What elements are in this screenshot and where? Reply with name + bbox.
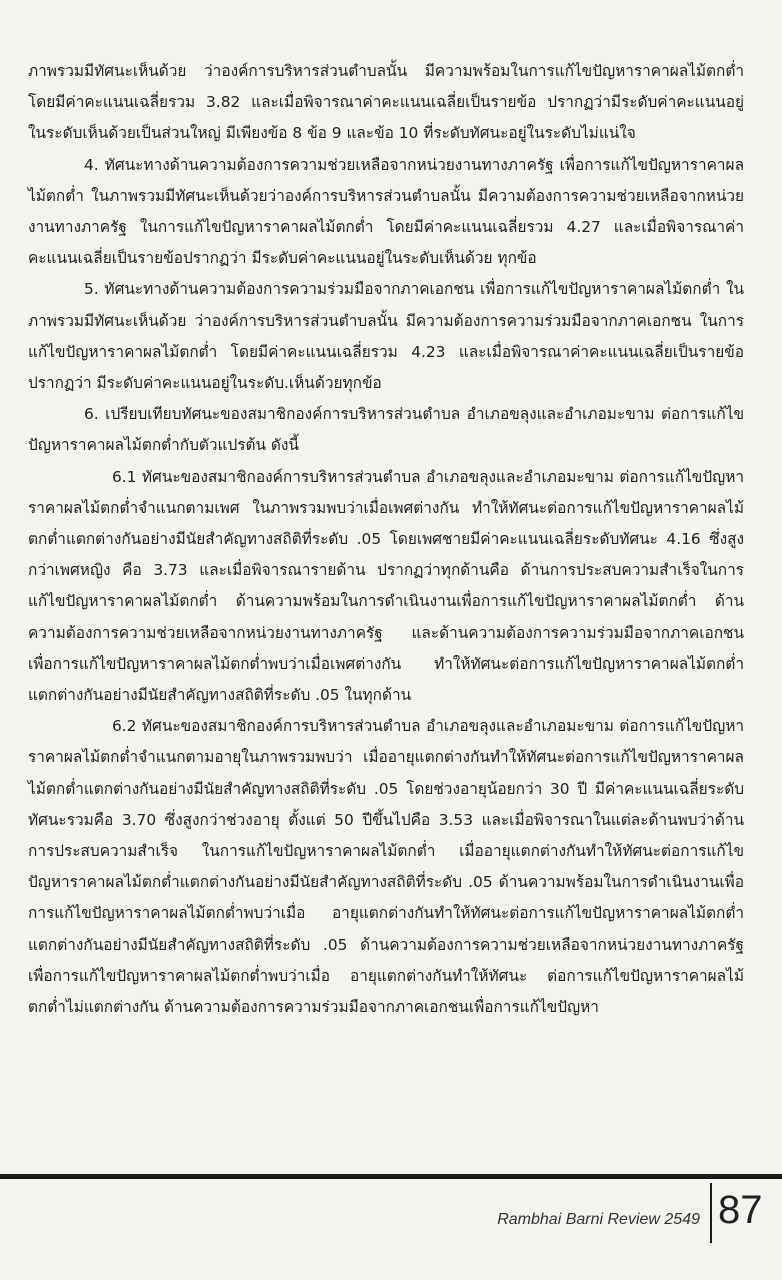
journal-name: Rambhai Barni Review 2549 xyxy=(497,1211,700,1228)
paragraph-item-4: 4. ทัศนะทางด้านความต้องการความช่วยเหลือจากหน่วยงานทางภาครัฐ เพื่อการแก้ไขปัญหาราคาผลไม้ตกต่ำ ในภาพรวมมีทัศนะเห็นด้วยว่าองค์การบริหารส่วนตำบลนั้น มีความต้องการความช่วยเหลือจากหน่วยงานทางภาครัฐ ในการแก้ไขปัญหาราคาผลไม้ตกต่ำ โดยมีค่าคะแนนเฉลี่ยรวม 4.27 และเมื่อพิจารณาค่าคะแนนเฉลี่ยเป็นรายข้อปรากฏว่า มีระดับค่าคะแนนอยู่ในระดับเห็นด้วย ทุกข้อ xyxy=(28,155,744,268)
footer-divider xyxy=(710,1183,712,1243)
footer-rule xyxy=(0,1174,782,1179)
paragraph-continuation: ภาพรวมมีทัศนะเห็นด้วย ว่าองค์การบริหารส่วนตำบลนั้น มีความพร้อมในการแก้ไขปัญหาราคาผลไม้ตกต่ำ โดยมีค่าคะแนนเฉลี่ยรวม 3.82 และเมื่อพิจารณาค่าคะแนนเฉลี่ยเป็นรายข้อ ปรากฏว่ามีระดับค่าคะแนนอยู่ในระดับเห็นด้วยเป็นส่วนใหญ่ มีเพียงข้อ 8 ข้อ 9 และข้อ 10 ที่ระดับทัศนะอยู่ในระดับไม่แน่ใจ xyxy=(28,62,744,143)
article-body xyxy=(28,56,744,1023)
page-number: 87 xyxy=(718,1188,763,1232)
paragraph-item-6: 6. เปรียบเทียบทัศนะของสมาชิกองค์การบริหารส่วนตำบล อำเภอขลุงและอำเภอมะขาม ต่อการแก้ไขปัญหาราคาผลไม้ตกต่ำกับตัวแปรต้น ดังนี้ xyxy=(28,405,744,455)
paragraph-item-6-1: 6.1 ทัศนะของสมาชิกองค์การบริหารส่วนตำบล อำเภอขลุงและอำเภอมะขาม ต่อการแก้ไขปัญหาราคาผลไม้ตกต่ำจำแนกตามเพศ ในภาพรวมพบว่าเมื่อเพศต่างกัน ทำให้ทัศนะต่อการแก้ไขปัญหาราคาผลไม้ตกต่ำแตกต่างกันอย่างมีนัยสำคัญทางสถิติที่ระดับ .05 โดยเพศชายมีค่าคะแนนเฉลี่ยระดับทัศนะ 4.16 ซึ่งสูงกว่าเพศหญิง คือ 3.73 และเมื่อพิจารณารายด้าน ปรากฏว่าทุกด้านคือ ด้านการประสบความสำเร็จในการแก้ไขปัญหาราคาผลไม้ตกต่ำ ด้านความพร้อมในการดำเนินงานเพื่อการแก้ไขปัญหาราคาผลไม้ตกต่ำ ด้านความต้องการความช่วยเหลือจากหน่วยงานทางภาครัฐ และด้านความต้องการความร่วมมือจากภาคเอกชน เพื่อการแก้ไขปัญหาราคาผลไม้ตกต่ำพบว่าเมื่อเพศต่างกัน ทำให้ทัศนะต่อการแก้ไขปัญหาราคาผลไม้ตกต่ำแตกต่างกันอย่างมีนัยสำคัญทางสถิติที่ระดับ .05 ในทุกด้าน xyxy=(28,467,744,705)
paragraph-item-5: 5. ทัศนะทางด้านความต้องการความร่วมมือจากภาคเอกชน เพื่อการแก้ไขปัญหาราคาผลไม้ตกต่ำ ในภาพรวมมีทัศนะเห็นด้วย ว่าองค์การบริหารส่วนตำบลนั้น มีความต้องการความร่วมมือจากภาคเอกชน ในการแก้ไขปัญหาราคาผลไม้ตกต่ำ โดยมีค่าคะแนนเฉลี่ยรวม 4.23 และเมื่อพิจารณาค่าคะแนนเฉลี่ยเป็นรายข้อ ปรากฏว่า มีระดับค่าคะแนนอยู่ในระดับ.เห็นด้วยทุกข้อ xyxy=(28,280,744,393)
paragraph-item-6-2: 6.2 ทัศนะของสมาชิกองค์การบริหารส่วนตำบล อำเภอขลุงและอำเภอมะขาม ต่อการแก้ไขปัญหาราคาผลไม้ตกต่ำจำแนกตามอายุในภาพรวมพบว่า เมื่ออายุแตกต่างกันทำให้ทัศนะต่อการแก้ไขปัญหาราคาผลไม้ตกต่ำแตกต่างกันอย่างมีนัยสำคัญทางสถิติที่ระดับ .05 โดยช่วงอายุน้อยกว่า 30 ปี มีค่าคะแนนเฉลี่ยระดับทัศนะรวมคือ 3.70 ซึ่งสูงกว่าช่วงอายุ ตั้งแต่ 50 ปีขึ้นไปคือ 3.53 และเมื่อพิจารณาในแต่ละด้านพบว่าด้านการประสบความสำเร็จ ในการแก้ไขปัญหาราคาผลไม้ตกต่ำ เมื่ออายุแตกต่างกันทำให้ทัศนะต่อการแก้ไขปัญหาราคาผลไม้ตกต่ำแตกต่างกันอย่างมีนัยสำคัญทางสถิติที่ระดับ .05 ด้านความพร้อมในการดำเนินงานเพื่อการแก้ไขปัญหาราคาผลไม้ตกต่ำพบว่าเมื่อ อายุแตกต่างกันทำให้ทัศนะต่อการแก้ไขปัญหาราคาผลไม้ตกต่ำแตกต่างกันอย่างมีนัยสำคัญทางสถิติที่ระดับ .05 ด้านความต้องการความช่วยเหลือจากหน่วยงานทางภาครัฐเพื่อการแก้ไขปัญหาราคาผลไม้ตกต่ำพบว่าเมื่อ อายุแตกต่างกันทำให้ทัศนะ ต่อการแก้ไขปัญหาราคาผลไม้ตกต่ำไม่แตกต่างกัน ด้านความต้องการความร่วมมือจากภาคเอกชนเพื่อการแก้ไขปัญหา xyxy=(28,717,744,1017)
